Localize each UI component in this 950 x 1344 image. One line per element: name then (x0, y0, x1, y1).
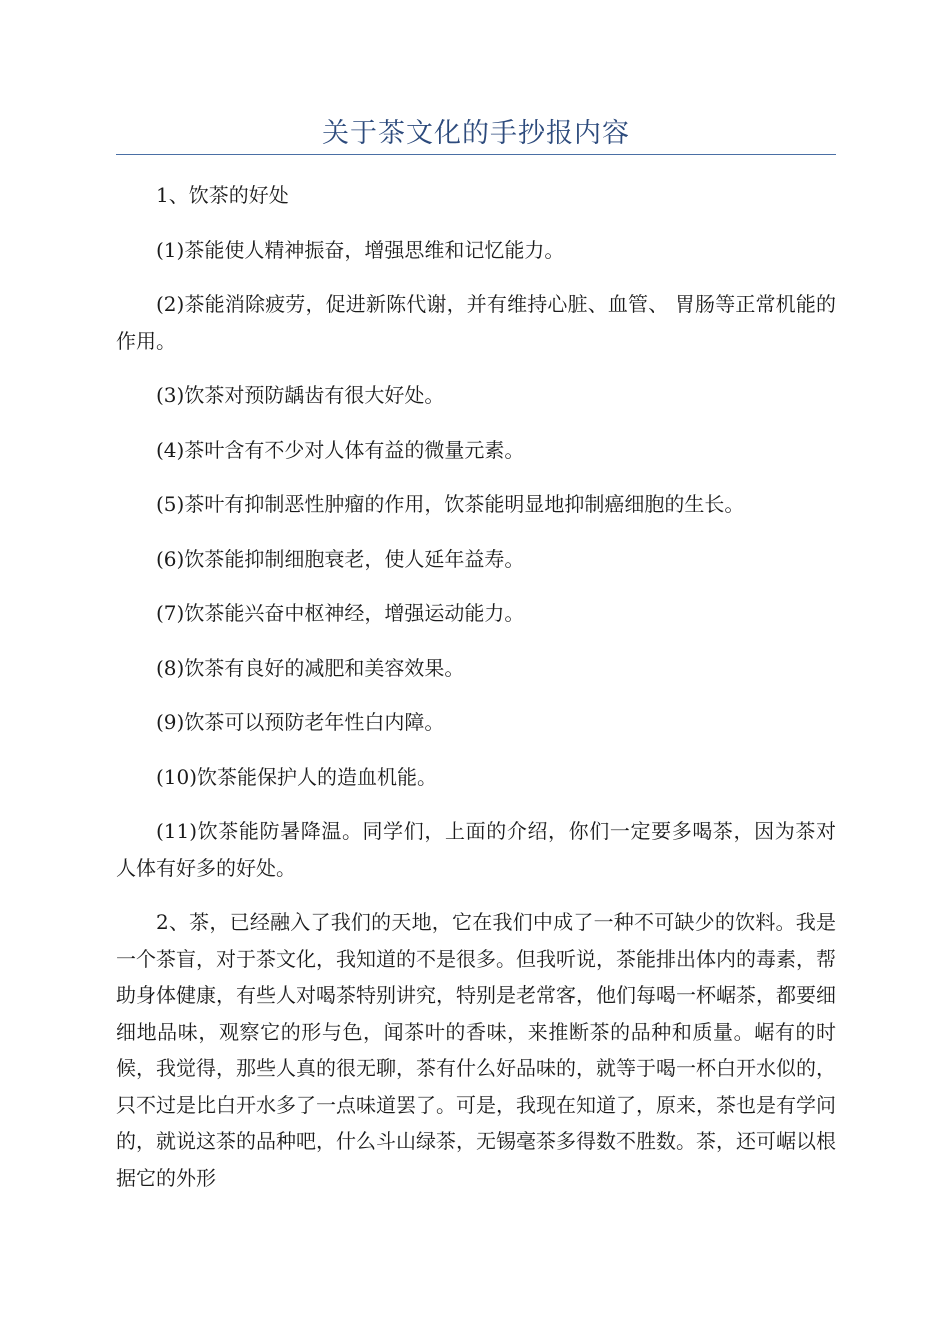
document-title: 关于茶文化的手抄报内容 (322, 118, 630, 149)
paragraph-heading-1: 1、饮茶的好处 (156, 183, 289, 207)
paragraph-benefit-6: (6)饮茶能抑制细胞衰老，使人延年益寿。 (156, 546, 525, 571)
paragraph-benefit-9: (9)饮茶可以预防老年性白内障。 (156, 710, 445, 734)
paragraph-benefit-5: (5)茶叶有抑制恶性肿瘤的作用，饮茶能明显地抑制癌细胞的生长。 (156, 492, 745, 516)
title-underline (116, 154, 836, 155)
document-body (116, 177, 836, 1196)
paragraph-benefit-4: (4)茶叶含有不少对人体有益的微量元素。 (156, 437, 525, 462)
paragraph-benefit-3: (3)饮茶对预防龋齿有很大好处。 (156, 383, 445, 407)
paragraph-benefit-7: (7)饮茶能兴奋中枢神经，增强运动能力。 (156, 601, 525, 625)
paragraph-benefit-10: (10)饮茶能保护人的造血机能。 (156, 764, 438, 789)
paragraph-benefit-8: (8)饮茶有良好的减肥和美容效果。 (156, 655, 465, 680)
paragraph-benefit-11: (11)饮茶能防暑降温。同学们，上面的介绍，你们一定要多喝茶，因为茶对人体有好多的好处。 (116, 819, 836, 880)
document-page (116, 0, 836, 1214)
paragraph-benefit-2: (2)茶能消除疲劳，促进新陈代谢，并有维持心脏、血管、 胃肠等正常机能的作用。 (116, 292, 836, 353)
paragraph-section-2: 2、茶，已经融入了我们的天地，它在我们中成了一种不可缺少的饮料。我是一个茶盲，对于茶文化，我知道的不是很多。但我听说，茶能排出体内的毒素，帮助身体健康，有些人对喝茶特别讲究，特别是老常客，他们每喝一杯崌茶，都要细细地品味，观察它的形与色，闻茶叶的香味，来推断茶的品种和质量。崌有的时候，我觉得，那些人真的很无聊，茶有什么好品味的，就等于喝一杯白开水似的，只不过是比白开水多了一点味道罢了。可是，我现在知道了，原来，茶也是有学问的，就说这茶的品种吧，什么斗山绿茶，无锡毫茶多得数不胜数。茶，还可崌以根据它的外形 (116, 910, 836, 1190)
paragraph-benefit-1: (1)茶能使人精神振奋，增强思维和记忆能力。 (156, 237, 565, 262)
